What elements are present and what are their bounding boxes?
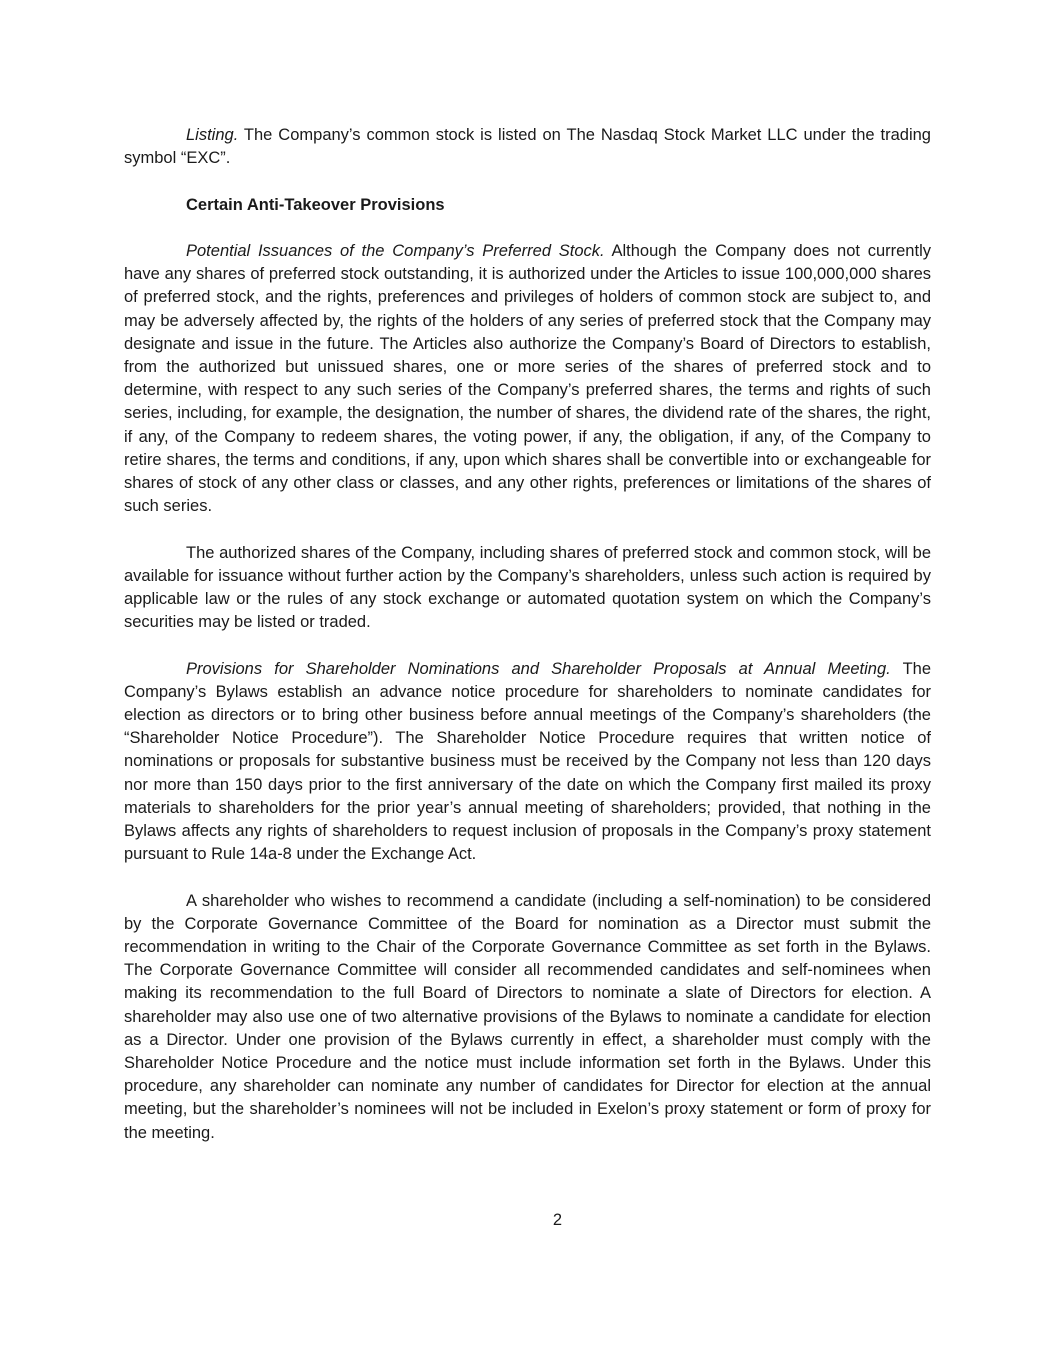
listing-text: The Company’s common stock is listed on The Nasdaq Stock Market LLC under the trading symbol “EXC”.	[124, 126, 931, 168]
preferred-stock-lead: Potential Issuances of the Company’s Preferred Stock.	[186, 241, 605, 260]
shareholder-nominations-text: The Company’s Bylaws establish an advance notice procedure for shareholders to nominate candidates for election as directors or to bring other business before annual meetings of the Company’s shareholders (the “Shareholder Notice Procedure”). The Shareholder Notice Procedure requires that written notice of nominations or proposals for substantive business must be received by the Company not less than 120 days nor more than 150 days prior to the first anniversary of the date on which the Company first mailed its proxy materials to shareholders for the prior year’s annual meeting of shareholders; provided, that nothing in the Bylaws affects any rights of shareholders to request inclusion of proposals in the Company’s proxy statement pursuant to Rule 14a-8 under the Exchange Act.	[124, 659, 931, 864]
preferred-stock-paragraph	[124, 240, 931, 518]
preferred-stock-text: Although the Company does not currently have any shares of preferred stock outstanding, it is authorized under the Articles to issue 100,000,000 shares of preferred stock, and the rights, preferences and privileges of holders of common stock are subject to, and may be adversely affected by, the rights of the holders of any series of preferred stock that the Company may designate and issue in the future. The Articles also authorize the Company’s Board of Directors to establish, from the authorized but unissued shares, one or more series of the shares of preferred stock and to determine, with respect to any such series of the Company’s preferred shares, the terms and rights of such series, including, for example, the designation, the number of shares, the dividend rate of the shares, the right, if any, of the Company to redeem shares, the voting power, if any, the obligation, if any, of the Company to retire shares, the terms and conditions, if any, upon which shares shall be convertible into or exchangeable for shares of stock of any other class or classes, and any other rights, preferences or limitations of the shares of such series.	[124, 241, 931, 516]
listing-paragraph	[124, 124, 931, 170]
candidate-recommendation-text: A shareholder who wishes to recommend a candidate (including a self-nomination) to be considered by the Corporate Governance Committee of the Board for nomination as a Director must submit the recommendation in writing to the Chair of the Corporate Governance Committee as set forth in the Bylaws. The Corporate Governance Committee will consider all recommended candidates and self-nominees when making its recommendation to the full Board of Directors to nominate a slate of Directors for election. A shareholder may also use one of two alternative provisions of the Bylaws to nominate a candidate for election as a Director. Under one provision of the Bylaws currently in effect, a shareholder must comply with the Shareholder Notice Procedure and the notice must include information set forth in the Bylaws. Under this procedure, any shareholder can nominate any number of candidates for Director for election at the annual meeting, but the shareholder’s nominees will not be included in Exelon’s proxy statement or form of proxy for the meeting.	[124, 891, 931, 1142]
page-number: 2	[552, 1211, 563, 1229]
section-heading: Certain Anti-Takeover Provisions	[186, 195, 445, 214]
document-page	[124, 124, 931, 1168]
shareholder-nominations-lead: Provisions for Shareholder Nominations and Shareholder Proposals at Annual Meeting.	[186, 659, 891, 678]
candidate-recommendation-paragraph	[124, 890, 931, 1145]
shareholder-nominations-paragraph	[124, 658, 931, 867]
listing-lead: Listing.	[186, 126, 239, 144]
authorized-shares-paragraph	[124, 542, 931, 635]
authorized-shares-text: The authorized shares of the Company, including shares of preferred stock and common stock, will be available for issuance without further action by the Company’s shareholders, unless such action is required by applicable law or the rules of any stock exchange or automated quotation system on which the Company’s securities may be listed or traded.	[124, 543, 931, 632]
